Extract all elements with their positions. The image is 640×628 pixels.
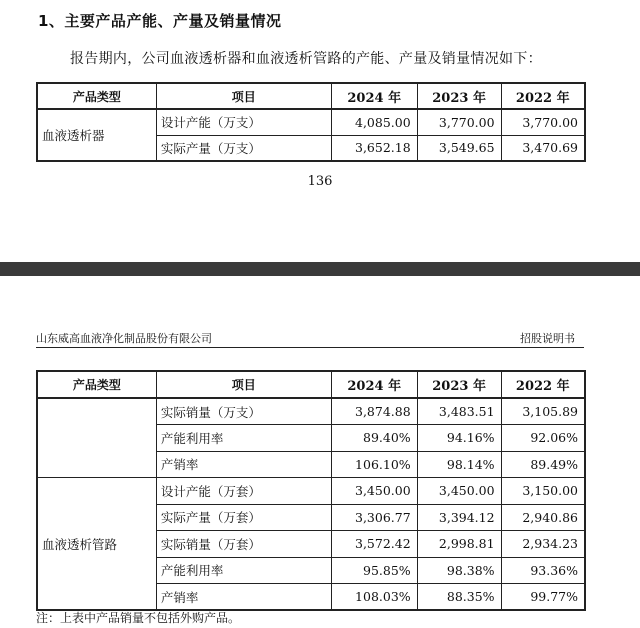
item-cell: 产销率 xyxy=(156,584,331,611)
item-cell: 产销率 xyxy=(156,451,331,478)
page-divider xyxy=(0,262,640,276)
value-cell: 3,306.77 xyxy=(331,504,417,531)
value-cell: 3,470.69 xyxy=(501,135,585,161)
company-name: 山东威高血液净化制品股份有限公司 xyxy=(36,332,212,345)
value-cell: 3,549.65 xyxy=(417,135,501,161)
category-cell: 血液透析管路 xyxy=(37,478,156,611)
page-number: 136 xyxy=(307,174,333,189)
value-cell: 92.06% xyxy=(501,425,585,452)
capacity-table-part1 xyxy=(36,82,586,162)
header-category: 产品类型 xyxy=(37,371,156,398)
table-header-row xyxy=(37,371,585,398)
value-cell: 95.85% xyxy=(331,557,417,584)
value-cell: 99.77% xyxy=(501,584,585,611)
value-cell: 3,652.18 xyxy=(331,135,417,161)
value-cell: 3,483.51 xyxy=(417,398,501,425)
value-cell: 3,394.12 xyxy=(417,504,501,531)
item-cell: 设计产能（万套） xyxy=(156,478,331,505)
value-cell: 98.38% xyxy=(417,557,501,584)
value-cell: 88.35% xyxy=(417,584,501,611)
header-2024: 2024 年 xyxy=(331,371,417,398)
table-row xyxy=(37,398,585,425)
value-cell: 2,998.81 xyxy=(417,531,501,558)
value-cell: 94.16% xyxy=(417,425,501,452)
item-cell: 产能利用率 xyxy=(156,425,331,452)
header-item: 项目 xyxy=(156,83,331,109)
value-cell: 3,105.89 xyxy=(501,398,585,425)
header-2022: 2022 年 xyxy=(501,371,585,398)
value-cell: 3,150.00 xyxy=(501,478,585,505)
value-cell: 108.03% xyxy=(331,584,417,611)
category-cell xyxy=(37,398,156,478)
header-rule xyxy=(36,347,584,348)
document-type: 招股说明书 xyxy=(520,332,575,345)
capacity-table-part2 xyxy=(36,370,586,611)
intro-paragraph: 报告期内，公司血液透析器和血液透析管路的产能、产量及销量情况如下： xyxy=(70,51,542,67)
table-header-row xyxy=(37,83,585,109)
item-cell: 实际产量（万套） xyxy=(156,504,331,531)
value-cell: 98.14% xyxy=(417,451,501,478)
header-category: 产品类型 xyxy=(37,83,156,109)
table-row xyxy=(37,109,585,135)
value-cell: 93.36% xyxy=(501,557,585,584)
header-2022: 2022 年 xyxy=(501,83,585,109)
item-cell: 产能利用率 xyxy=(156,557,331,584)
value-cell: 4,085.00 xyxy=(331,109,417,135)
value-cell: 3,770.00 xyxy=(417,109,501,135)
value-cell: 89.40% xyxy=(331,425,417,452)
value-cell: 3,770.00 xyxy=(501,109,585,135)
value-cell: 3,450.00 xyxy=(417,478,501,505)
header-item: 项目 xyxy=(156,371,331,398)
section-heading: 1、主要产品产能、产量及销量情况 xyxy=(38,12,282,30)
value-cell: 2,934.23 xyxy=(501,531,585,558)
value-cell: 106.10% xyxy=(331,451,417,478)
footnote: 注：上表中产品销量不包括外购产品。 xyxy=(36,611,241,625)
value-cell: 3,572.42 xyxy=(331,531,417,558)
category-cell: 血液透析器 xyxy=(37,109,156,161)
item-cell: 实际产量（万支） xyxy=(156,135,331,161)
value-cell: 3,874.88 xyxy=(331,398,417,425)
header-2024: 2024 年 xyxy=(331,83,417,109)
header-2023: 2023 年 xyxy=(417,83,501,109)
item-cell: 设计产能（万支） xyxy=(156,109,331,135)
item-cell: 实际销量（万套） xyxy=(156,531,331,558)
value-cell: 2,940.86 xyxy=(501,504,585,531)
header-2023: 2023 年 xyxy=(417,371,501,398)
value-cell: 3,450.00 xyxy=(331,478,417,505)
table-row xyxy=(37,478,585,505)
item-cell: 实际销量（万支） xyxy=(156,398,331,425)
value-cell: 89.49% xyxy=(501,451,585,478)
